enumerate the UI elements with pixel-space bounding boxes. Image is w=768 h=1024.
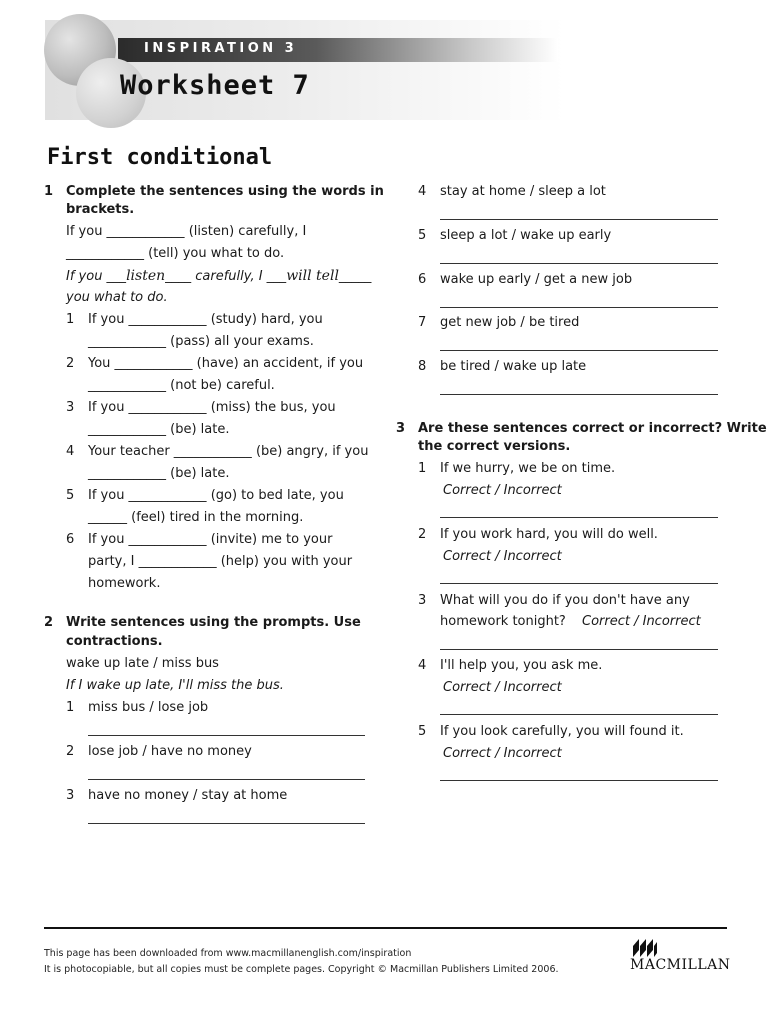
item-sentence: If you work hard, you will do well.	[440, 527, 658, 542]
answer-line[interactable]	[440, 649, 718, 650]
answer-line[interactable]	[440, 780, 718, 781]
item-prompt: be tired / wake up late	[440, 359, 587, 374]
answer-line[interactable]	[440, 263, 718, 264]
exercise-number: 2	[44, 615, 54, 630]
exercise-instruction: brackets.	[66, 202, 135, 217]
answer-line[interactable]	[440, 350, 718, 351]
answer-line[interactable]	[440, 394, 718, 395]
exercise-number: 1	[44, 184, 54, 199]
item-number: 2	[66, 356, 75, 371]
item-text: ____________ (pass) all your exams.	[88, 334, 314, 349]
item-sentence: I'll help you, you ask me.	[440, 658, 603, 673]
example-answer: If I wake up late, I'll miss the bus.	[66, 678, 284, 693]
footer-divider	[44, 927, 727, 929]
item-number: 1	[66, 312, 75, 327]
example-answer: you what to do.	[66, 290, 168, 305]
item-number: 1	[66, 700, 75, 715]
worksheet-title: Worksheet 7	[120, 70, 310, 101]
exercise-instruction: Are these sentences correct or incorrect? Write	[418, 421, 767, 436]
correct-incorrect-choice[interactable]: Correct / Incorrect	[582, 614, 701, 629]
answer-line[interactable]	[440, 583, 718, 584]
exercise-instruction: the correct versions.	[418, 439, 571, 454]
item-number: 4	[66, 444, 75, 459]
correct-incorrect-choice[interactable]: Correct / Incorrect	[443, 746, 562, 761]
answer-line[interactable]	[88, 735, 365, 736]
answer-line[interactable]	[440, 219, 718, 220]
item-text: Your teacher ____________ (be) angry, if you	[88, 444, 369, 459]
item-text: If you ____________ (miss) the bus, you	[88, 400, 336, 415]
item-text: ____________ (not be) careful.	[88, 378, 275, 393]
item-number: 6	[66, 532, 75, 547]
item-number: 2	[418, 527, 427, 542]
item-prompt: sleep a lot / wake up early	[440, 228, 612, 243]
item-prompt: lose job / have no money	[88, 744, 252, 759]
item-number: 4	[418, 658, 427, 673]
example-sentence: ____________ (tell) you what to do.	[66, 246, 285, 261]
exercise-instruction: Complete the sentences using the words in	[66, 184, 384, 199]
answer-line[interactable]	[88, 823, 365, 824]
example-prompt: wake up late / miss bus	[66, 656, 219, 671]
item-prompt: wake up early / get a new job	[440, 272, 633, 287]
item-text: ____________ (be) late.	[88, 466, 230, 481]
item-sentence: homework tonight?	[440, 614, 566, 629]
example-sentence: If you ____________ (listen) carefully, I	[66, 224, 307, 239]
item-number: 5	[418, 724, 427, 739]
answer-line[interactable]	[88, 779, 365, 780]
item-text: If you ____________ (invite) me to your	[88, 532, 333, 547]
exercise-number: 3	[396, 421, 406, 436]
footer-download-note: This page has been downloaded from www.macmillanenglish.com/inspiration	[44, 948, 412, 959]
item-number: 3	[66, 400, 75, 415]
item-sentence: If you look carefully, you will found it.	[440, 724, 684, 739]
macmillan-logo-icon	[632, 938, 658, 958]
item-text: ____________ (be) late.	[88, 422, 230, 437]
item-text: If you ____________ (study) hard, you	[88, 312, 323, 327]
answer-text: If you ___	[66, 269, 127, 284]
item-text: You ____________ (have) an accident, if you	[88, 356, 364, 371]
item-text: ______ (feel) tired in the morning.	[88, 510, 304, 525]
exercise-instruction: Write sentences using the prompts. Use	[66, 615, 361, 630]
handwritten-word: listen	[126, 268, 166, 284]
answer-text: _____	[338, 269, 372, 284]
answer-text: ____ carefully, I ___	[165, 269, 287, 284]
example-answer	[66, 268, 371, 285]
item-prompt: miss bus / lose job	[88, 700, 209, 715]
item-text: party, I ____________ (help) you with your	[88, 554, 353, 569]
footer-copyright: It is photocopiable, but all copies must be complete pages. Copyright © Macmillan Publishers Limited 2006.	[44, 964, 559, 975]
correct-incorrect-choice[interactable]: Correct / Incorrect	[443, 483, 562, 498]
item-sentence: What will you do if you don't have any	[440, 593, 690, 608]
correct-incorrect-choice[interactable]: Correct / Incorrect	[443, 549, 562, 564]
item-number: 1	[418, 461, 427, 476]
correct-incorrect-choice[interactable]: Correct / Incorrect	[443, 680, 562, 695]
series-name: INSPIRATION 3	[144, 41, 298, 56]
item-number: 5	[418, 228, 427, 243]
section-title: First conditional	[47, 145, 273, 170]
item-text: homework.	[88, 576, 161, 591]
item-prompt: get new job / be tired	[440, 315, 580, 330]
item-prompt: stay at home / sleep a lot	[440, 184, 606, 199]
item-number: 3	[418, 593, 427, 608]
item-number: 5	[66, 488, 75, 503]
item-number: 4	[418, 184, 427, 199]
item-number: 6	[418, 272, 427, 287]
item-number: 7	[418, 315, 427, 330]
publisher-logo-text: MACMILLAN	[630, 957, 731, 973]
item-number: 2	[66, 744, 75, 759]
item-text: If you ____________ (go) to bed late, you	[88, 488, 344, 503]
handwritten-word: will tell	[286, 268, 339, 284]
exercise-instruction: contractions.	[66, 634, 163, 649]
answer-line[interactable]	[440, 307, 718, 308]
answer-line[interactable]	[440, 517, 718, 518]
item-sentence: If we hurry, we be on time.	[440, 461, 616, 476]
item-number: 3	[66, 788, 75, 803]
item-prompt: have no money / stay at home	[88, 788, 288, 803]
answer-line[interactable]	[440, 714, 718, 715]
item-number: 8	[418, 359, 427, 374]
